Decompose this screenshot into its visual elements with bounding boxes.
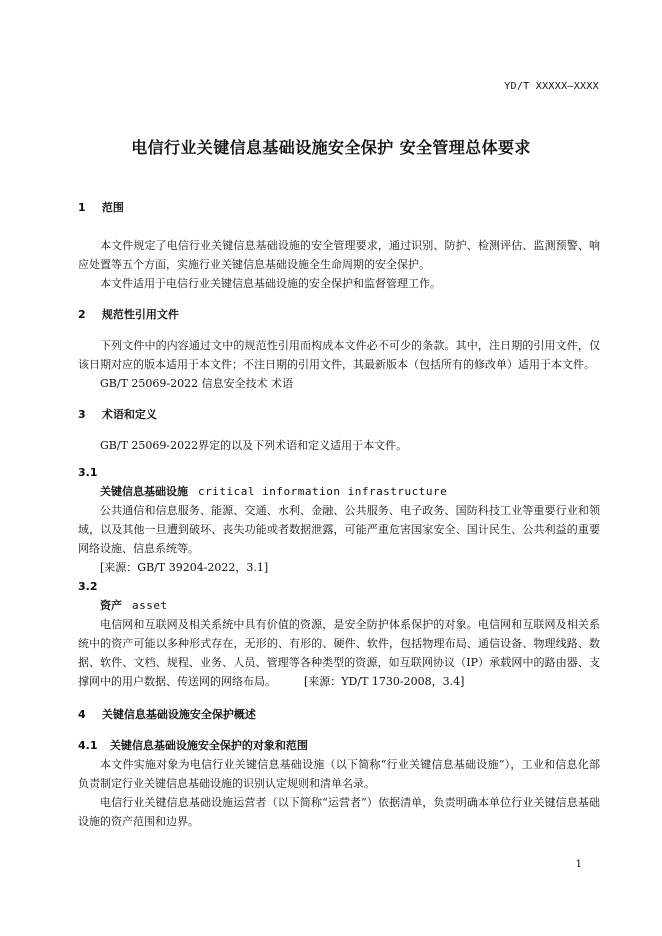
- section-title: 关键信息基础设施安全保护概述: [101, 708, 256, 721]
- subsection-heading: [78, 736, 600, 755]
- term-english: asset: [132, 599, 168, 612]
- overview-paragraph-2: 电信行业关键信息基础设施运营者（以下简称“运营者”）依据清单，负责明确本单位行业关键信息基础设施的资产范围和边界。: [78, 796, 600, 828]
- document-body: [78, 198, 600, 831]
- section-heading-scope: [78, 198, 600, 217]
- document-code: YD/T XXXXX—XXXX: [504, 81, 599, 92]
- section-heading-overview: [78, 705, 600, 724]
- subsection-number: 4.1: [78, 739, 98, 752]
- term-source: [来源：GB/T 39204-2022，3.1]: [100, 561, 269, 574]
- section-title: 术语和定义: [101, 408, 157, 421]
- section-heading-terms: [78, 405, 600, 424]
- section-number: 2: [78, 308, 86, 321]
- section-number: 1: [78, 201, 86, 214]
- term-number: 3.2: [78, 580, 98, 593]
- section-title: 范围: [101, 201, 124, 214]
- term-definition: [78, 615, 600, 691]
- normative-reference: GB/T 25069-2022 信息安全技术 术语: [100, 377, 294, 390]
- section-heading-normative: [78, 305, 600, 324]
- term-definition: 公共通信和信息服务、能源、交通、水利、金融、公共服务、电子政务、国防科技工业等重要行业和领域，以及其他一旦遭到破坏、丧失功能或者数据泄露，可能严重危害国家安全、国计民生、公共利益的重要网络设施、信息系统等。: [78, 504, 600, 555]
- section-number: 4: [78, 708, 86, 721]
- normative-paragraph-1: 下列文件中的内容通过文中的规范性引用而构成本文件必不可少的条款。其中，注日期的引用文件，仅该日期对应的版本适用于本文件；不注日期的引用文件，其最新版本（包括所有的修改单）适用于本文件。: [78, 339, 600, 371]
- term-heading: [78, 596, 600, 615]
- term-chinese: 资产: [100, 599, 122, 612]
- scope-paragraph-2: 本文件适用于电信行业关键信息基础设施的安全保护和监督管理工作。: [100, 277, 441, 290]
- scope-paragraph-1: 本文件规定了电信行业关键信息基础设施的安全管理要求，通过识别、防护、检测评估、监测预警、响应处置等五个方面，实施行业关键信息基础设施全生命周期的安全保护。: [78, 239, 600, 271]
- subsection-title: 关键信息基础设施安全保护的对象和范围: [109, 739, 308, 752]
- term-english: critical information infrastructure: [198, 485, 448, 498]
- section-title: 规范性引用文件: [101, 308, 179, 321]
- term-source: [来源：YD/T 1730-2008，3.4]: [304, 675, 465, 688]
- term-chinese: 关键信息基础设施: [100, 485, 188, 498]
- term-heading: [78, 482, 600, 501]
- term-definition-text: 电信网和互联网及相关系统中具有价值的资源，是安全防护体系保护的对象。电信网和互联网及相关系统中的资产可能以多种形式存在，无形的、有形的、硬件、软件，包括物理布局、通信设备、物理线路、数据、软件、文档、规程、业务、人员、管理等各种类型的资源，如互联网协议（IP）承载网中的路由器、支撑网中的用户数据、传送网的网络布局。: [78, 618, 600, 688]
- document-title: 电信行业关键信息基础设施安全保护 安全管理总体要求: [131, 138, 531, 157]
- page-number: 1: [575, 859, 582, 870]
- section-number: 3: [78, 408, 86, 421]
- overview-paragraph-1: 本文件实施对象为电信行业关键信息基础设施（以下简称“行业关键信息基础设施”），工业和信息化部负责制定行业关键信息基础设施的识别认定规则和清单名录。: [78, 758, 600, 790]
- terms-intro-paragraph: GB/T 25069-2022界定的以及下列术语和定义适用于本文件。: [100, 439, 408, 452]
- term-number: 3.1: [78, 466, 98, 479]
